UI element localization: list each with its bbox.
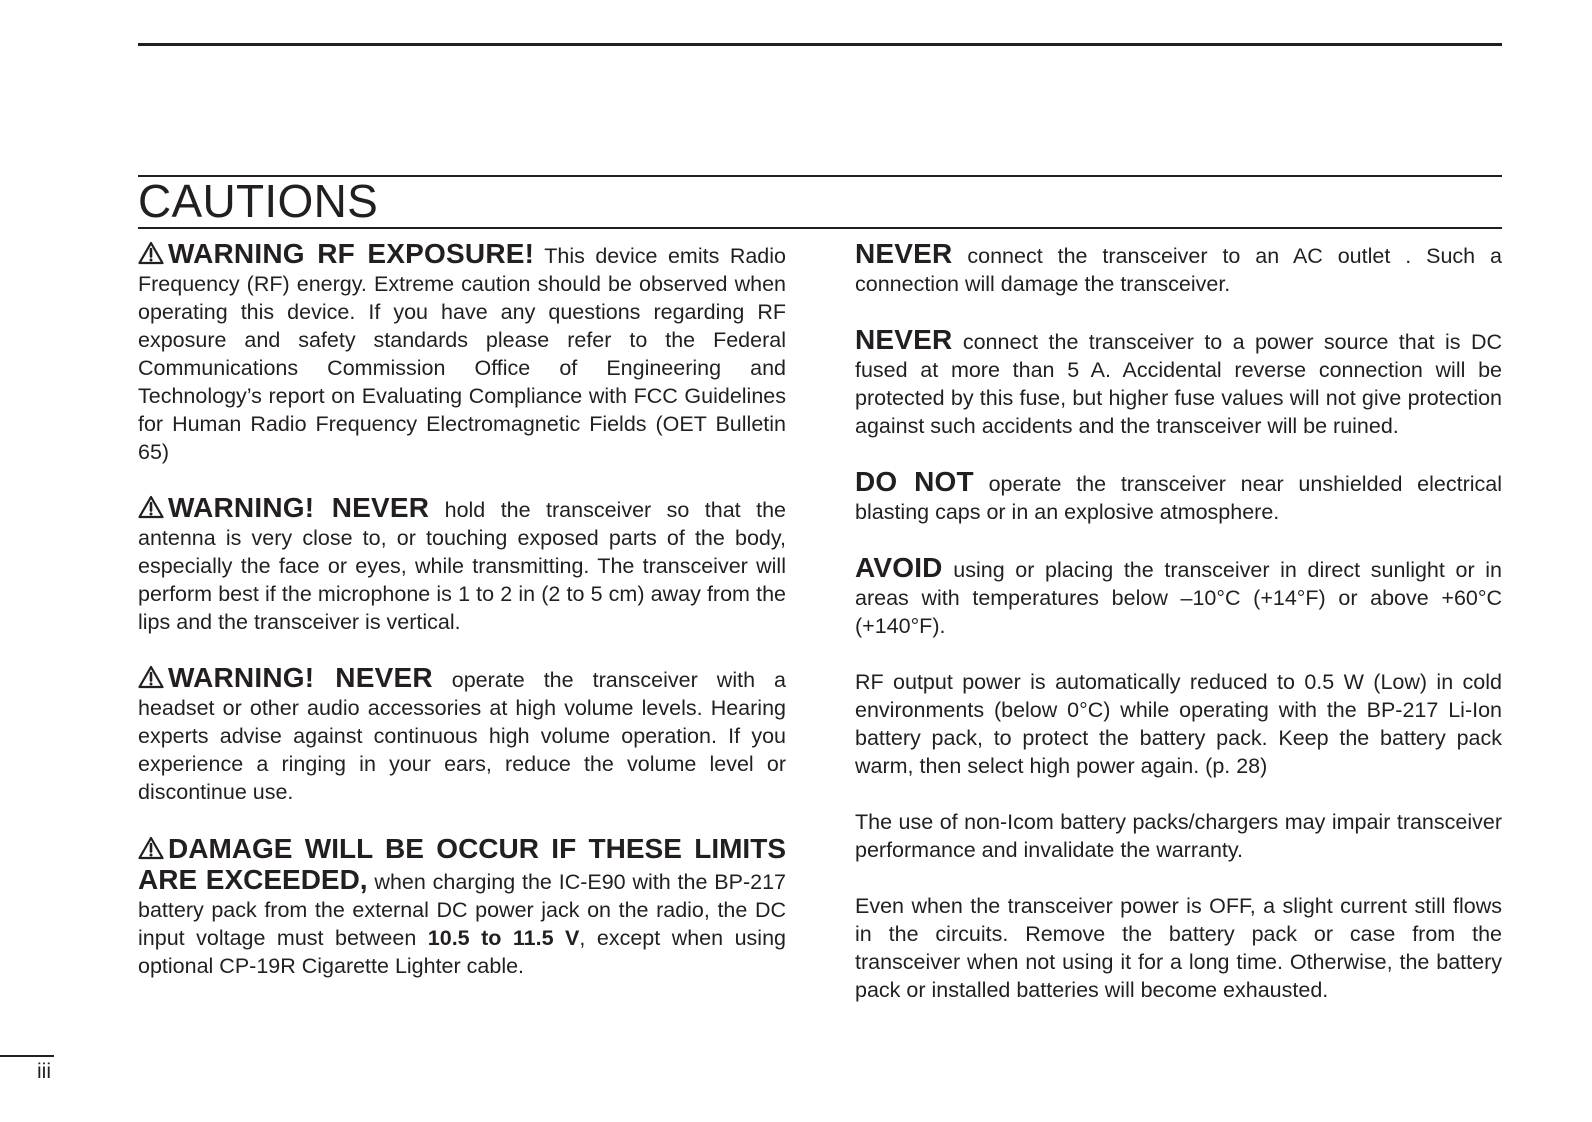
caution-lead: NEVER [855,238,953,269]
caution-lead: AVOID [855,552,943,583]
caution-dc-fuse [855,326,1502,440]
note-non-icom-battery [855,808,1502,864]
caution-lead: NEVER [855,324,953,355]
caution-text: connect the transceiver to a power source that is DC fused at more than 5 A. Accidental reverse connection will be protected by this fuse, but higher fuse values will not give protection against such accidents and the transceiver will be ruined. [855,330,1502,438]
caution-temperature [855,554,1502,640]
caution-lead: WARNING! NEVER [168,492,430,523]
caution-headset-volume [138,664,786,806]
page-number: iii [37,1060,51,1083]
caution-voltage-limits [138,834,786,980]
page-title: CAUTIONS [138,175,379,227]
caution-lead: DO NOT [855,466,974,497]
caution-rf-exposure [138,240,786,466]
voltage-range: 10.5 to 11.5 V [427,926,580,950]
warning-triangle-icon [138,836,164,860]
caution-lead: WARNING RF EXPOSURE! [168,238,535,269]
caution-blasting-caps [855,468,1502,526]
caution-lead: WARNING! NEVER [168,662,433,693]
warning-triangle-icon [138,241,164,265]
note-text: RF output power is automatically reduced to 0.5 W (Low) in cold environments (below 0°C) while operating with the BP-217 Li-Ion battery pack, to protect the battery pack. Keep the battery pack warm, then select high power again. (p. 28) [855,670,1502,778]
warning-triangle-icon [138,665,164,689]
caution-text: hold the transceiver so that the antenna is very close to, or touching exposed parts of the body, especially the face or eyes, while transmitting. The transceiver will perform best if the microphone is 1 to 2 in (2 to 5 cm) away from the lips and the transceiver is vertical. [138,498,786,634]
note-text: The use of non-Icom battery packs/chargers may impair transceiver performance and invalidate the warranty. [855,810,1502,862]
right-column [855,240,1502,1032]
caution-text: when charging the IC-E90 with the BP-217 battery pack from the external DC power jack on the radio, the DC input voltage must between [138,870,786,950]
caution-lead: DAMAGE WILL BE OCCUR IF THESE LIMITS ARE EXCEEDED, [138,833,786,895]
note-rf-output-power [855,668,1502,780]
page-number-rule [0,1055,54,1057]
caution-antenna-proximity [138,494,786,636]
caution-text: This device emits Radio Frequency (RF) energy. Extreme caution should be observed when operating this device. If you have any questions regarding RF exposure and safety standards please refer to the Federal Communications Commission Office of Engineering and Technology’s report on Evaluating Compliance with FCC Guidelines for Human Radio Frequency Electromagnetic Fields (OET Bulletin 65) [138,244,786,464]
caution-text: connect the transceiver to an AC outlet . Such a connection will damage the transceiver. [855,244,1502,296]
title-rule-bottom [138,227,1502,229]
caution-ac-outlet [855,240,1502,298]
left-column [138,240,786,1008]
caution-text-after: , except when using optional CP-19R Cigarette Lighter cable. [138,926,786,978]
note-text: Even when the transceiver power is OFF, a slight current still flows in the circuits. Remove the battery pack or case from the transceiver when not using it for a long time. Otherwise, the battery pack or installed batteries will become exhausted. [855,894,1502,1002]
caution-text: operate the transceiver with a headset or other audio accessories at high volume levels. Hearing experts advise against continuous high volume operation. If you experience a ringing in your ears, reduce the volume level or discontinue use. [138,668,786,804]
note-standby-current [855,892,1502,1004]
header-top-rule [138,43,1502,46]
caution-text: using or placing the transceiver in direct sunlight or in areas with temperatures below –10°C (+14°F) or above +60°C (+140°F). [855,558,1502,638]
warning-triangle-icon [138,495,164,519]
caution-text: operate the transceiver near unshielded electrical blasting caps or in an explosive atmosphere. [855,472,1502,524]
